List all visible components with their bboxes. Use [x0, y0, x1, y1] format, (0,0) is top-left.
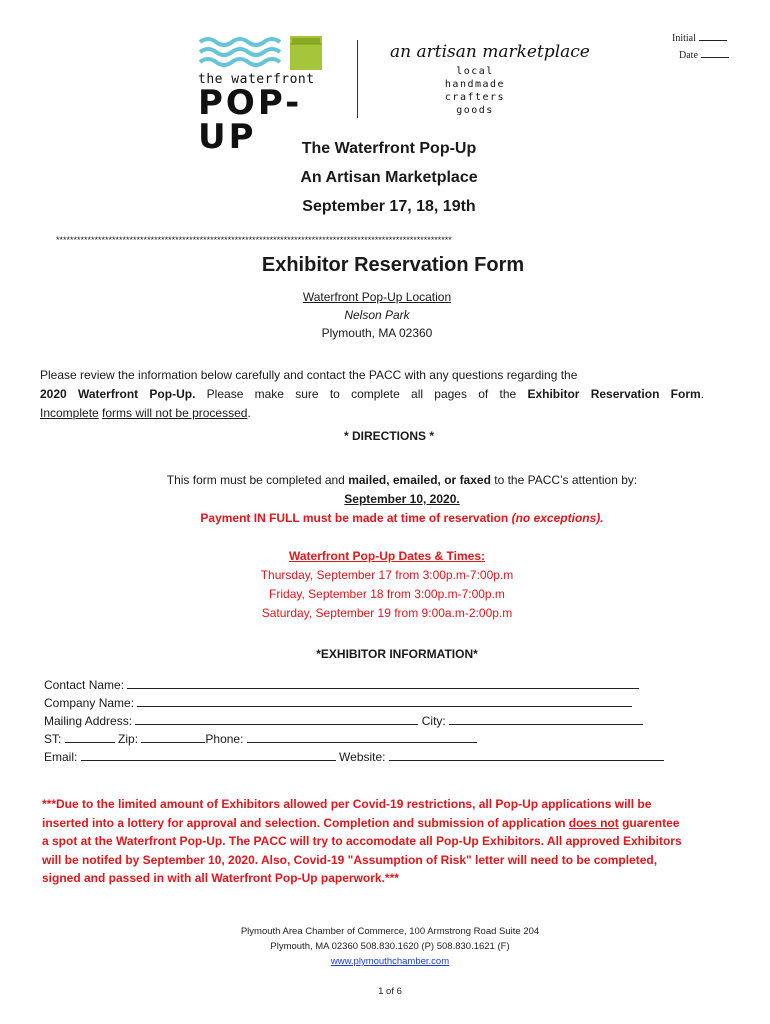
intro-period: .	[700, 387, 705, 401]
contact-label: Contact Name:	[44, 678, 125, 692]
date-label: Date	[679, 50, 698, 61]
notice-line-2	[42, 814, 752, 833]
website-input[interactable]	[389, 748, 664, 761]
initial-field[interactable]	[672, 31, 727, 44]
tagline: an artisan marketplace	[390, 42, 590, 62]
st-zip-phone-row	[44, 730, 704, 748]
location-venue: Nelson Park	[344, 308, 410, 322]
intro-not-processed: forms will not be processed	[102, 406, 248, 420]
city-input[interactable]	[449, 712, 643, 725]
footer	[0, 924, 770, 969]
payment-text: Payment IN FULL must be made at time of reservation	[200, 511, 512, 525]
notice-line-5: signed and passed in with all Waterfront Pop-Up paperwork.***	[42, 871, 399, 885]
intro-year-event: 2020 Waterfront Pop-Up.	[40, 387, 196, 401]
directions-post: to the PACC’s attention by:	[490, 473, 638, 487]
event-heading	[0, 134, 770, 221]
notice-guarantee: guarentee	[618, 815, 680, 830]
logo-tags	[440, 65, 510, 117]
st-label: ST:	[44, 732, 62, 746]
mailing-label: Mailing Address:	[44, 714, 133, 728]
phone-label: Phone:	[205, 732, 244, 746]
heading-line-3: September 17, 18, 19th	[302, 198, 476, 215]
company-row	[44, 694, 704, 712]
tag-goods: goods	[456, 105, 494, 116]
logo-small-text: the waterfront	[198, 72, 315, 87]
mailing-row	[44, 712, 704, 730]
waterfront-logo	[198, 34, 358, 157]
city-label: City:	[421, 714, 446, 728]
logo-big-text: POP-UP	[198, 83, 303, 157]
directions-block	[0, 471, 770, 490]
website-label: Website:	[339, 750, 386, 764]
payment-notice	[0, 509, 770, 528]
dates-block	[0, 547, 770, 623]
email-label: Email:	[44, 750, 78, 764]
tag-crafters: crafters	[444, 92, 506, 103]
phone-input[interactable]	[247, 730, 477, 743]
tag-handmade: handmade	[444, 79, 506, 90]
zip-label: Zip:	[118, 732, 139, 746]
footer-website-link[interactable]: www.plymouthchamber.com	[330, 956, 450, 967]
tag-local: local	[456, 66, 494, 77]
notice-line-4: will be notifed by September 10, 2020. Also, Covid-19 "Assumption of Risk" letter will need to be completed,	[42, 852, 658, 867]
directions-title: * DIRECTIONS *	[343, 429, 434, 443]
mailing-address-input[interactable]	[135, 712, 418, 725]
exhibitor-fields	[44, 676, 704, 766]
initial-label: Initial	[672, 33, 696, 44]
date-saturday: Saturday, September 19 from 9:00a.m-2:00p.m	[261, 606, 513, 620]
date-line[interactable]	[701, 48, 729, 58]
email-website-row	[44, 748, 704, 766]
footer-phone: Plymouth, MA 02360 508.830.1620 (P) 508.830.1621 (F)	[270, 941, 510, 952]
intro-paragraph	[40, 366, 704, 423]
intro-line-1: Please review the information below carefully and contact the PACC with any questions regarding the	[40, 368, 578, 382]
intro-mid: Please make sure to complete all pages of the	[195, 387, 528, 401]
exhibitor-title: *EXHIBITOR INFORMATION*	[316, 647, 478, 661]
location-city: Plymouth, MA 02360	[321, 326, 433, 340]
location-block	[0, 288, 754, 342]
notice-does-not: does not	[568, 815, 619, 830]
covid-notice	[42, 795, 752, 888]
directions-pre: This form must be completed and	[166, 473, 349, 487]
footer-address: Plymouth Area Chamber of Commerce, 100 Armstrong Road Suite 204	[240, 926, 540, 937]
notice-line-1: ***Due to the limited amount of Exhibitors allowed per Covid-19 restrictions, all Pop-Up applications will be	[42, 797, 652, 811]
notice-line-2-text: inserted into a lottery for approval and selection. Completion and submission of application	[42, 815, 569, 830]
payment-exceptions: (no exceptions).	[511, 511, 604, 525]
initial-line[interactable]	[699, 31, 727, 41]
date-friday: Friday, September 18 from 3:00p.m-7:00p.m	[269, 587, 505, 601]
intro-line-2	[40, 385, 704, 404]
intro-incomplete: Incomplete	[40, 406, 99, 420]
intro-end: .	[247, 406, 251, 420]
zip-input[interactable]	[141, 730, 205, 743]
dates-title: Waterfront Pop-Up Dates & Times:	[288, 549, 486, 563]
st-input[interactable]	[65, 730, 115, 743]
heading-line-1: The Waterfront Pop-Up	[301, 140, 477, 157]
directions-methods: mailed, emailed, or faxed	[348, 473, 491, 487]
waves-awning-icon	[198, 34, 328, 74]
company-label: Company Name:	[44, 696, 135, 710]
contact-name-input[interactable]	[127, 676, 639, 689]
heading-line-2: An Artisan Marketplace	[300, 169, 478, 186]
date-thursday: Thursday, September 17 from 3:00p.m-7:00p.m	[260, 568, 514, 582]
form-title: Exhibitor Reservation Form	[261, 254, 525, 276]
logo-divider	[357, 40, 358, 118]
intro-line-3	[40, 404, 704, 423]
notice-line-3: a spot at the Waterfront Pop-Up. The PACC will try to accomodate all Pop-Up Exhibitors. All approved Exhibitors	[42, 834, 682, 848]
date-field[interactable]	[679, 48, 729, 61]
company-name-input[interactable]	[137, 694, 632, 707]
star-divider: *****************************************************************************************************************	[56, 235, 452, 245]
intro-form-name: Exhibitor Reservation Form	[527, 387, 701, 401]
deadline-date: September 10, 2020.	[344, 492, 460, 506]
contact-row	[44, 676, 704, 694]
location-label: Waterfront Pop-Up Location	[302, 290, 452, 304]
page-number: 1 of 6	[378, 986, 402, 997]
email-input[interactable]	[81, 748, 336, 761]
directions-text	[0, 471, 770, 490]
